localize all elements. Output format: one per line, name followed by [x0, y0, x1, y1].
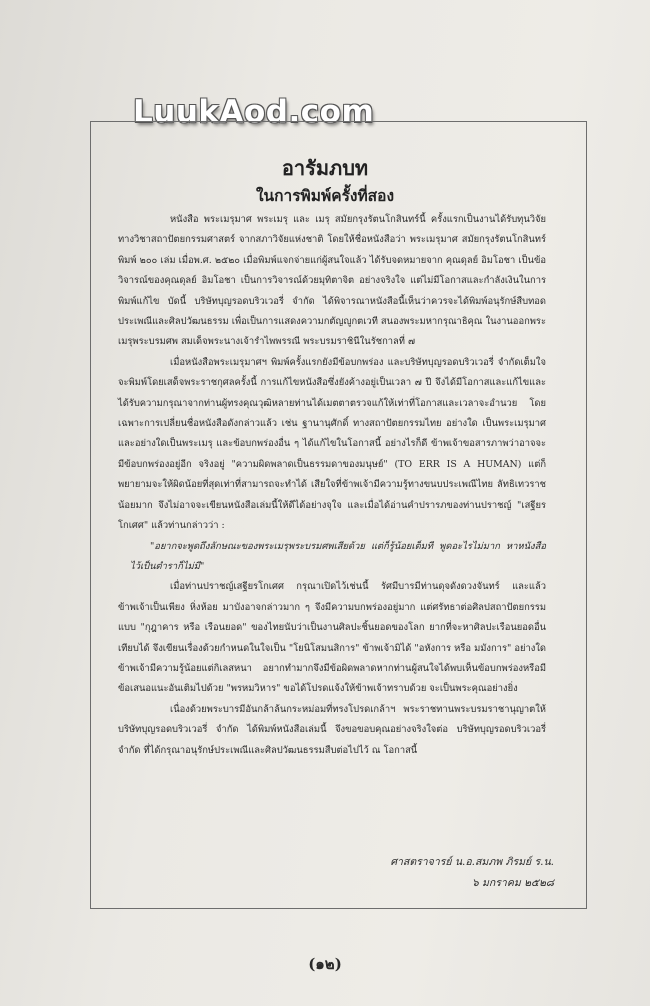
page-subtitle: ในการพิมพ์ครั้งที่สอง — [255, 187, 395, 205]
quote-paragraph: "อยากจะพูดถึงลักษณะของพระเมรุพระบรมศพเสียด้วย แต่ก็รู้น้อยเต็มที พูดอะไรไม่มาก หาหนังสือไว้เป็นตำราก็ไม่มี" — [130, 540, 546, 572]
signature-name: ศาสตราจารย์ น.อ.สมภพ ภิรมย์ ร.น. — [390, 856, 554, 868]
paragraph-2: เมื่อหนังสือพระเมรุมาศฯ พิมพ์ครั้งแรกยังมีข้อบกพร่อง และบริษัทบุญรอดบริวเวอรี่ จำกัดเต็มใจจะพิมพ์โดยเสด็จพระราชกุศลครั้งนี้ การแก้ไขหนังสือซึ่งยังค้างอยู่เป็นเวลา ๗ ปี จึงได้มีโอกาสและแก้ไขและได้รับความกรุณาจากท่านผู้ทรงคุณวุฒิหลายท่านได้เมตตาตรวจแก้ให้เท่าที่โอกาสและเวลาจะอำนวย โดยเฉพาะการเปลี่ยนชื่อหนังสือดังกล่าวแล้ว เช่น ฐานานุศักดิ์ ทางสถาปัตยกรรมไทย อย่างใด เป็นพระเมรุมาศ และอย่างใดเป็นพระเมรุ และข้อบกพร่องอื่น ๆ ได้แก้ไขในโอกาสนี้ อย่างไรก็ดี ข้าพเจ้าขอสารภาพว่าอาจจะมีข้อบกพร่องอยู่อีก จริงอยู่ "ความผิดพลาดเป็นธรรมดาของมนุษย์" (TO ERR IS A HUMAN) แต่ก็พยายามจะให้ผิดน้อยที่สุดเท่าที่สามารถจะทำได้ เสียใจที่ข้าพเจ้ามีความรู้ทางขนบประเพณีไทย ลัทธิเทวราช น้อยมาก จึงไม่อาจจะเขียนหนังสือเล่มนี้ให้ดีได้อย่างจุใจ และเมื่อได้อ่านคำปรารภของท่านปราชญ์ "เสฐียรโกเศศ" แล้วท่านกล่าวว่า : — [118, 356, 546, 532]
page-title: อารัมภบท — [281, 156, 369, 180]
paragraph-3: เมื่อท่านปราชญ์เสฐียรโกเศศ กรุณาเปิดไว้เช่นนี้ รัศมีบารมีท่านดุจดังดวงจันทร์ และแล้วข้าพเจ้าเป็นเพียง หิ่งห้อย มาบังอาจกล่าวมาก ๆ จึงมีความบกพร่องอยู่มาก แต่ศรัทธาต่อศิลปสถาปัตยกรรมแบบ "กุฎาคาร หรือ เรือนยอด" ของไทยนับว่าเป็นงานศิลปะชิ้นยอดของโลก ยากที่จะหาศิลปะเรือนยอดอื่นเทียบได้ จึงเขียนเรื่องด้วยกำหนดในใจเป็น "โยนิโสมนสิการ" ข้าพเจ้ามิได้ "อหังการ หรือ มมังการ" อย่างใด ข้าพเจ้ามีความรู้น้อยแต่กิเลสหนา อยากทำมากจึงมีข้อผิดพลาดหากท่านผู้สนใจได้พบเห็นข้อบกพร่องหรือมีข้อเสนอแนะอันเติมไปด้วย "พรหมวิหาร" ขอได้โปรดแจ้งให้ข้าพเจ้าทราบด้วย จะเป็นพระคุณอย่างยิ่ง — [118, 581, 546, 695]
paragraph-1: หนังสือ พระเมรุมาศ พระเมรุ และ เมรุ สมัยกรุงรัตนโกสินทร์นี้ ครั้งแรกเป็นงานได้รับทุนวิจัยทางวิชาสถาปัตยกรรมศาสตร์ จากสภาวิจัยแห่งชาติ โดยให้ชื่อหนังสือว่า พระเมรุมาศ สมัยกรุงรัตนโกสินทร์ พิมพ์ ๒๐๐ เล่ม เมื่อพ.ศ. ๒๕๒๐ เมื่อพิมพ์แจกจ่ายแก่ผู้สนใจแล้ว ได้รับจดหมายจาก คุณดุลย์ อิมโอชา เป็นข้อวิจารณ์ของคุณดุลย์ อิมโอชา เป็นการวิจารณ์ด้วยมุทิตาจิต อย่างจริงใจ แต่ไม่มีโอกาสและกำลังเงินในการพิมพ์แก้ไข บัดนี้ บริษัทบุญรอดบริวเวอรี่ จำกัด ได้พิจารณาหนังสือนี้เห็นว่าควรจะได้พิมพ์อนุรักษ์สืบทอดประเพณีและศิลปวัฒนธรรม เพื่อเป็นการแสดงความกตัญญูกตเวที สนองพระมหากรุณาธิคุณ ในงานออกพระเมรุพระบรมศพ สมเด็จพระนางเจ้ารำไพพรรณี พระบรมราชินีในรัชกาลที่ ๗ — [118, 214, 546, 348]
watermark-logo: LuukAod.com — [133, 94, 375, 130]
body-text — [118, 210, 546, 761]
signature-block — [330, 852, 554, 894]
page-number: (๑๒) — [308, 955, 342, 973]
signature-date: ๖ มกราคม ๒๕๒๘ — [472, 877, 554, 889]
paragraph-4: เนื่องด้วยพระบารมีอันกล้าล้นกระหม่อมที่ทรงโปรดเกล้าฯ พระราชทานพระบรมราชานุญาตให้บริษัทบุญรอดบริวเวอรี่ จำกัด ได้พิมพ์หนังสือเล่มนี้ จึงขอขอบคุณอย่างจริงใจต่อ บริษัทบุญรอดบริวเวอรี่ จำกัด ที่ได้กรุณาอนุรักษ์ประเพณีและศิลปวัฒนธรรมสืบต่อไปไว้ ณ โอกาสนี้ — [118, 703, 546, 756]
